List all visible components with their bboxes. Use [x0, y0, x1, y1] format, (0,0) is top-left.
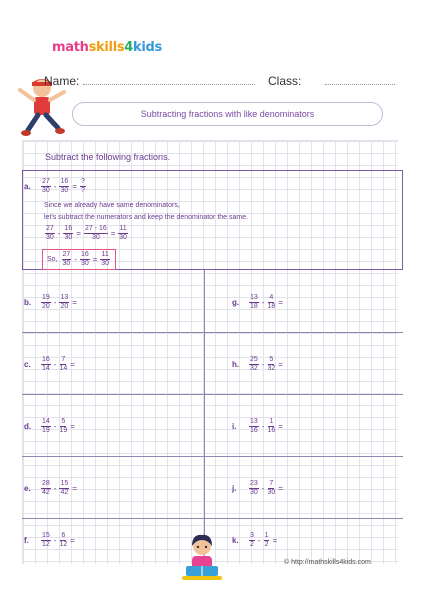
- equals-sign: =: [92, 255, 98, 264]
- equals-sign: =: [110, 229, 116, 238]
- problem-label: e.: [24, 484, 31, 493]
- problem-item: [24, 294, 79, 311]
- example-calculation: [44, 225, 129, 242]
- class-dotted-line: [325, 75, 395, 85]
- fraction: $\frac{27}{30}$: [46, 225, 54, 241]
- problem-label: a.: [24, 182, 31, 191]
- problem-label: i.: [232, 422, 237, 431]
- problem-item: [232, 356, 285, 373]
- class-field[interactable]: [268, 74, 395, 88]
- fraction: $\frac{11}{30}$: [101, 251, 109, 267]
- problem-label: h.: [232, 360, 240, 369]
- example-explanation-2: let's subtract the numerators and keep the denominator the same.: [44, 214, 249, 221]
- reading-girl-illustration: [178, 532, 226, 582]
- row-divider: [22, 394, 403, 395]
- fraction: $\frac{7}{14}$: [59, 356, 68, 372]
- equals-sign: =: [72, 182, 77, 191]
- name-label: Name:: [44, 74, 80, 88]
- problem-item: [24, 532, 77, 549]
- equals-sign: =: [70, 422, 75, 431]
- row-divider: [22, 456, 403, 457]
- problem-item: [232, 532, 279, 549]
- minus-sign: -: [261, 422, 265, 431]
- problem-label: j.: [232, 484, 237, 493]
- fraction: $\frac{3}{2}$: [250, 532, 254, 548]
- problem-label: d.: [24, 422, 32, 431]
- fraction: $\frac{1}{16}$: [267, 418, 276, 434]
- row-divider: [22, 332, 403, 333]
- problem-item: [232, 294, 285, 311]
- fraction: $\frac{13}{16}$: [250, 418, 258, 434]
- minus-sign: -: [261, 298, 265, 307]
- fraction: $\frac{5}{19}$: [59, 418, 68, 434]
- equals-sign: =: [70, 536, 75, 545]
- problem-label: c.: [24, 360, 31, 369]
- fraction: $\frac{15}{12}$: [42, 532, 50, 548]
- fraction-unknown: $\frac{?}{?}$: [80, 178, 85, 194]
- fraction: $\frac{16}{14}$: [42, 356, 50, 372]
- fraction: $\frac{19}{20}$: [42, 294, 50, 310]
- class-label: Class:: [268, 74, 302, 88]
- fraction: $\frac{16}{30}$: [60, 178, 69, 194]
- minus-sign: -: [74, 255, 77, 264]
- problem-label: g.: [232, 298, 240, 307]
- minus-sign: -: [53, 360, 57, 369]
- name-dotted-line: [83, 75, 255, 85]
- minus-sign: -: [53, 536, 57, 545]
- problem-item: [24, 356, 77, 373]
- equals-sign: =: [72, 298, 77, 307]
- minus-sign: -: [53, 422, 57, 431]
- equals-sign: =: [278, 484, 283, 493]
- name-field[interactable]: [44, 74, 255, 88]
- instruction-text: Subtract the following fractions.: [45, 152, 171, 162]
- problem-item: [232, 480, 285, 497]
- equals-sign: =: [278, 298, 283, 307]
- fraction: $\frac{25}{32}$: [250, 356, 258, 372]
- fraction: $\frac{13}{18}$: [250, 294, 258, 310]
- fraction: $\frac{27}{30}$: [42, 178, 50, 194]
- minus-sign: -: [261, 360, 265, 369]
- fraction: $\frac{13}{20}$: [60, 294, 69, 310]
- fraction: $\frac{4}{18}$: [267, 294, 276, 310]
- fraction: $\frac{7}{30}$: [267, 480, 276, 496]
- problem-item: [24, 418, 77, 435]
- fraction: $\frac{16}{30}$: [64, 225, 73, 241]
- minus-sign: -: [53, 484, 57, 493]
- column-divider: [204, 270, 205, 566]
- problem-label: k.: [232, 536, 239, 545]
- footer-copyright: © http://mathskills4kids.com: [284, 559, 371, 566]
- equals-sign: =: [76, 229, 81, 238]
- minus-sign: -: [261, 484, 265, 493]
- fraction: $\frac{11}{30}$: [119, 225, 127, 241]
- fraction: $\frac{16}{30}$: [80, 251, 89, 267]
- fraction: $\frac{14}{19}$: [42, 418, 50, 434]
- equals-sign: =: [278, 422, 283, 431]
- example-problem: [24, 178, 87, 195]
- problem-label: f.: [24, 536, 29, 545]
- fraction: $\frac{15}{42}$: [60, 480, 69, 496]
- fraction: $\frac{1}{2}$: [264, 532, 269, 548]
- equals-sign: =: [278, 360, 283, 369]
- minus-sign: -: [57, 229, 61, 238]
- equals-sign: =: [72, 484, 77, 493]
- fraction: $\frac{27 - 16}{30}$: [84, 225, 107, 241]
- example-answer-box: [42, 249, 116, 270]
- equals-sign: =: [70, 360, 75, 369]
- equals-sign: =: [272, 536, 278, 545]
- fraction: $\frac{6}{12}$: [59, 532, 68, 548]
- fraction: $\frac{23}{30}$: [250, 480, 258, 496]
- example-explanation-1: Since we already have same denominators,: [44, 202, 180, 209]
- fraction: $\frac{27}{30}$: [62, 251, 71, 267]
- minus-sign: -: [257, 536, 261, 545]
- so-label: So,: [47, 256, 58, 263]
- problem-item: [24, 480, 79, 497]
- minus-sign: -: [53, 298, 57, 307]
- problem-item: [232, 418, 285, 435]
- problem-label: b.: [24, 298, 32, 307]
- minus-sign: -: [53, 182, 57, 191]
- fraction: $\frac{5}{32}$: [267, 356, 276, 372]
- fraction: $\frac{28}{42}$: [42, 480, 50, 496]
- worksheet-title: Subtracting fractions with like denominators: [72, 102, 383, 126]
- site-logo: mathskills4kids: [52, 40, 162, 55]
- row-divider: [22, 518, 403, 519]
